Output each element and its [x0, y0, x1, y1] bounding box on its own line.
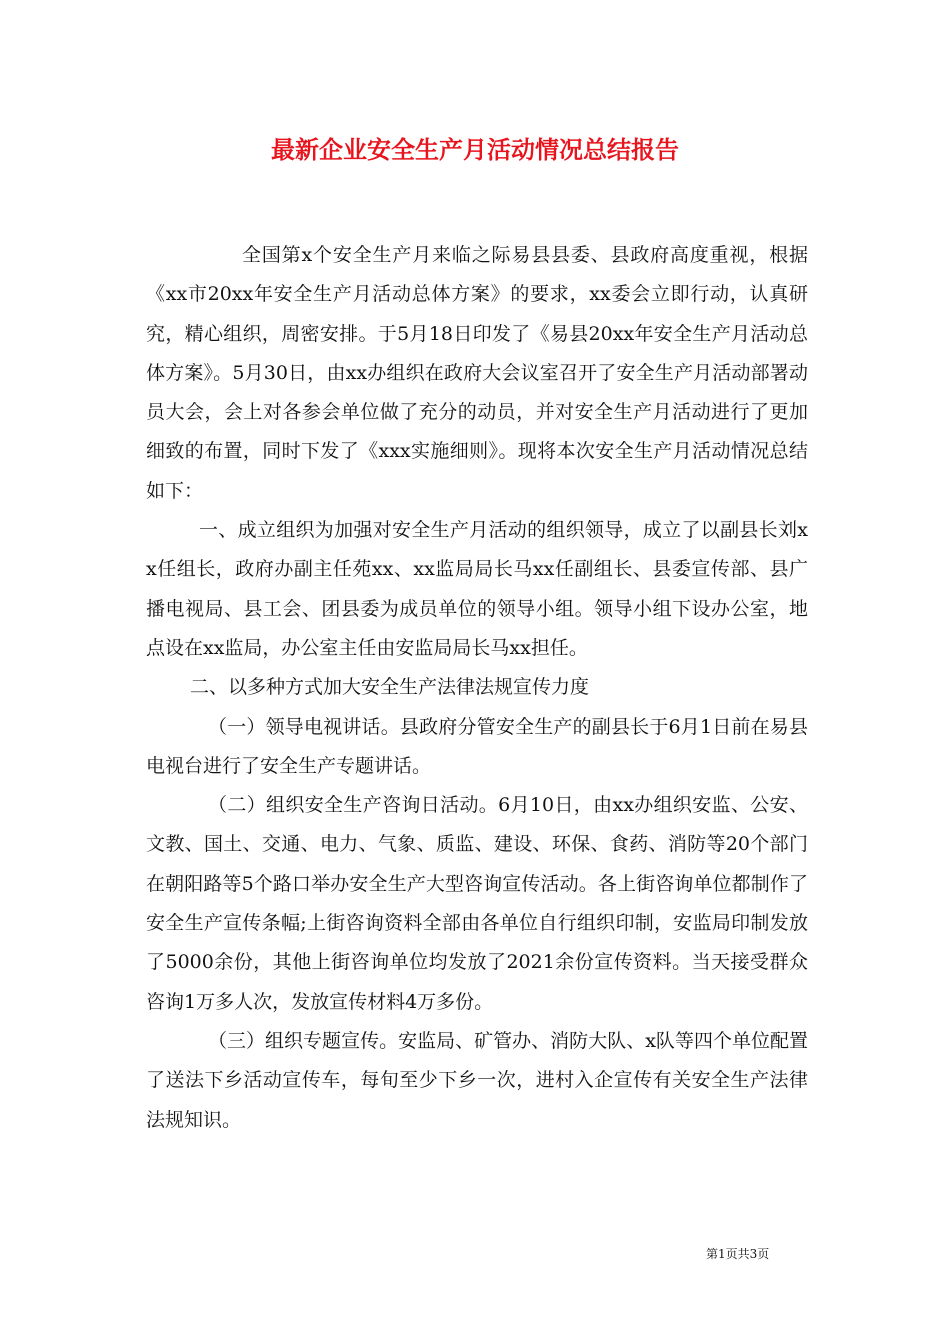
document-title: 最新企业安全生产月活动情况总结报告 [271, 135, 679, 164]
paragraph-special-publicity: （三）组织专题宣传。安监局、矿管办、消防大队、x队等四个单位配置了送法下乡活动宣传车，每旬至少下乡一次，进村入企宣传有关安全生产法律法规知识。 [146, 1029, 808, 1131]
page-number: 第1页共3页 [706, 1247, 770, 1261]
document-body [146, 236, 808, 1140]
paragraph-consultation-day: （二）组织安全生产咨询日活动。6月10日，由xx办组织安监、公安、文教、国土、交通、电力、气象、质监、建设、环保、食药、消防等20个部门在朝阳路等5个路口举办安全生产大型咨询宣传活动。各上街咨询单位都制作了安全生产宣传条幅;上街咨询资料全部由各单位自行组织印制，安监局印制发放了5000余份，其他上街咨询单位均发放了2021余份宣传资料。当天接受群众咨询1万多人次，发放宣传材料4万多份。 [146, 794, 808, 1013]
paragraph-intro: 全国第x个安全生产月来临之际易县县委、县政府高度重视，根据《xx市20xx年安全生产月活动总体方案》的要求，xx委会立即行动，认真研究，精心组织，周密安排。于5月18日印发了《易县20xx年安全生产月活动总体方案》。5月30日，由xx办组织在政府大会议室召开了安全生产月活动部署动员大会，会上对各参会单位做了充分的动员，并对安全生产月活动进行了更加细致的布置，同时下发了《xxx实施细则》。现将本次安全生产月活动情况总结如下： [146, 244, 808, 502]
paragraph-section-organization: 一、成立组织为加强对安全生产月活动的组织领导，成立了以副县长刘xx任组长，政府办副主任苑xx、xx监局局长马xx任副组长、县委宣传部、县广播电视局、县工会、团县委为成员单位的领导小组。领导小组下设办公室，地点设在xx监局，办公室主任由安监局局长马xx担任。 [146, 519, 808, 659]
paragraph-section-publicity-heading: 二、以多种方式加大安全生产法律法规宣传力度 [190, 676, 590, 699]
paragraph-tv-speech: （一）领导电视讲话。县政府分管安全生产的副县长于6月1日前在易县电视台进行了安全生产专题讲话。 [146, 715, 808, 777]
